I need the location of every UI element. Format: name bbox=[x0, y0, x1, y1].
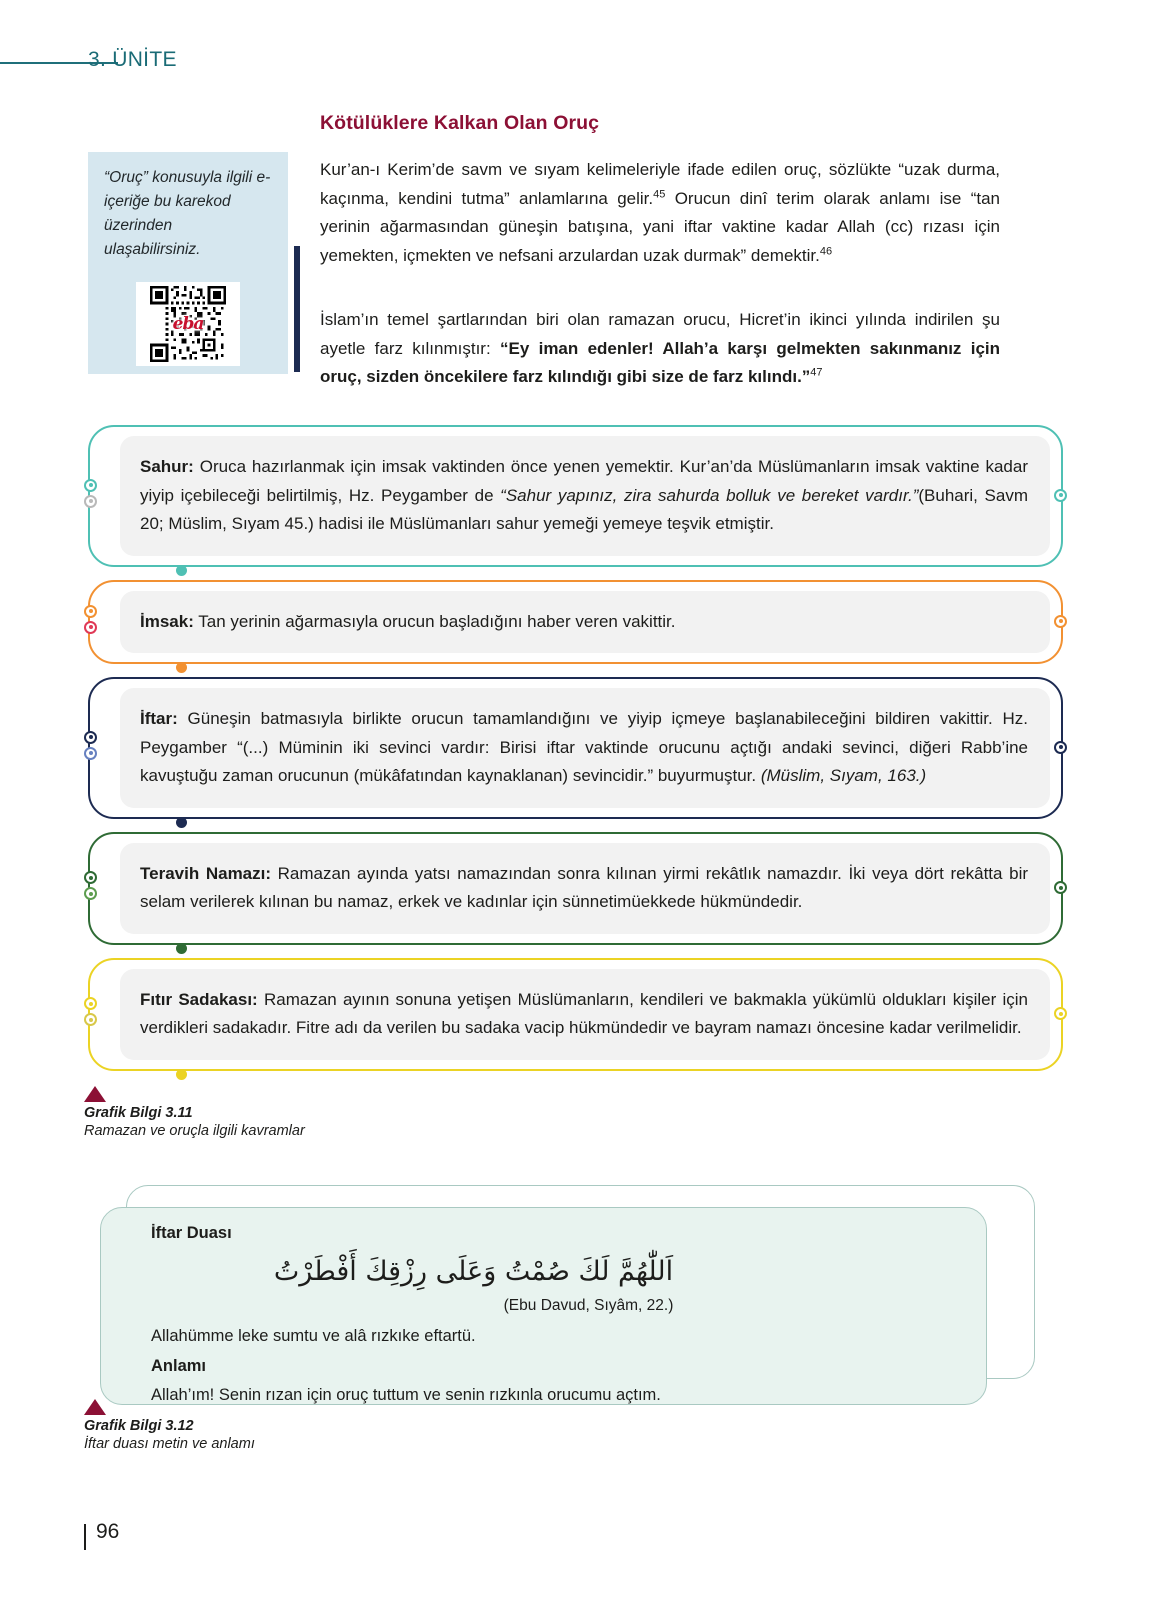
qr-code-icon bbox=[140, 286, 236, 362]
eba-logo: eba bbox=[172, 314, 204, 334]
card-body bbox=[120, 969, 1050, 1060]
connector-tail-dot bbox=[176, 943, 187, 954]
figure-caption-311 bbox=[84, 1086, 504, 1141]
connector-dot-left-secondary bbox=[84, 887, 97, 900]
card-label: Sahur: bbox=[140, 457, 194, 476]
card-frame bbox=[88, 832, 1063, 945]
connector-dot-left-secondary bbox=[84, 495, 97, 508]
card-frame bbox=[88, 677, 1063, 819]
card-text-a: Oruca hazırlanmak için imsak vaktinden önce yenen yemektir. Kur’an’da Müslümanların imsak vaktine kadar yiyip içebileceği belirtilmiş, Hz. Peygamber de bbox=[140, 457, 1028, 505]
card-text-a: Güneşin batmasıyla birlikte orucun tamamlandığını ve yiyip içmeye başlanabileceğini bildiren vakittir. Hz. Peygamber “(...) Müminin iki sevinci vardır: Birisi iftar vaktinde orucunu açtığı andaki sevinci, diğeri Rabb’ine kavuştuğu zaman orucunun (mükâfatından kaynaklanan) sevincidir.” buyurmuştur. bbox=[140, 709, 1028, 785]
card-body bbox=[120, 843, 1050, 934]
page-number-rule bbox=[84, 1524, 86, 1550]
connector-dot-left-primary bbox=[84, 871, 97, 884]
qr-code-container[interactable] bbox=[136, 282, 240, 366]
card-label: İmsak: bbox=[140, 611, 194, 631]
qr-note-text: “Oruç” konusuyla ilgili e-içeriğe bu karekod üzerinden ulaşabilirsiniz. bbox=[104, 169, 271, 258]
page-title: Kötülüklere Kalkan Olan Oruç bbox=[320, 112, 600, 134]
card-text-b: (Buhari, Savm 20; Müslim, Sıyam 45.) hadisi ile Müslümanları sahur yemeği yemeye teşvik etmiştir. bbox=[140, 485, 1029, 533]
connector-dot-left-secondary bbox=[84, 747, 97, 760]
page-number: 96 bbox=[96, 1520, 120, 1543]
dua-transliteration: Allahümme leke sumtu ve alâ rızkıke eftartü. bbox=[151, 1327, 476, 1345]
connector-dot-right bbox=[1054, 615, 1067, 628]
connector-dot-right bbox=[1054, 489, 1067, 502]
concept-card-imsak bbox=[88, 580, 1063, 665]
connector-dot-left-primary bbox=[84, 731, 97, 744]
qr-info-box bbox=[88, 152, 288, 374]
intro-paragraph-1 bbox=[320, 156, 1000, 270]
paragraph-1-part-a: Kur’an-ı Kerim’de savm ve sıyam kelimeleriyle ifade edilen oruç, sözlükte “uzak durma, kaçınma, kendini tutma” anlamlarına gelir. bbox=[320, 160, 1000, 208]
footnote-ref-45: 45 bbox=[653, 187, 666, 200]
card-label: İftar: bbox=[140, 709, 178, 728]
quran-verse-quote: “Ey iman edenler! Allah’a karşı gelmekten sakınmanız için oruç, sizden öncekilere farz kılındığı gibi size de farz kılındı.” bbox=[320, 338, 1001, 386]
connector-dot-left-primary bbox=[84, 997, 97, 1010]
card-frame bbox=[88, 580, 1063, 665]
connector-dot-left-primary bbox=[84, 479, 97, 492]
card-body bbox=[120, 591, 1050, 654]
footnote-ref-46: 46 bbox=[819, 244, 833, 257]
footnote-ref-47: 47 bbox=[810, 366, 823, 379]
paragraph-accent-bar bbox=[294, 246, 300, 372]
card-text-a: Ramazan ayının sonuna yetişen Müslümanların, kendileri ve bakmakla yükümlü oldukları kişiler için verdikleri sadakadır. Fitre adı da verilen bu sadaka vacip hükmündedir ve bayram namazı öncesine kadar verilmelidir. bbox=[140, 989, 1028, 1037]
intro-paragraph-2 bbox=[320, 306, 1000, 392]
triangle-marker-icon bbox=[84, 1086, 106, 1102]
caption-subtitle: İftar duası metin ve anlamı bbox=[84, 1436, 255, 1452]
card-frame bbox=[88, 425, 1063, 567]
card-text-italic: (Müslim, Sıyam, 163.) bbox=[760, 766, 927, 785]
card-text-a: Ramazan ayında yatsı namazından sonra kılınan yirmi rekâtlık namazdır. İki veya dört rekâtta bir selam verilerek kılınan bu namaz, erkek ve kadınlar için sünnetimüekkede hükmündedir. bbox=[140, 863, 1029, 911]
card-body bbox=[120, 436, 1050, 556]
unit-title: 3. ÜNİTE bbox=[88, 48, 177, 71]
triangle-marker-icon bbox=[84, 1399, 106, 1415]
caption-subtitle: Ramazan ve oruçla ilgili kavramlar bbox=[84, 1123, 305, 1139]
dua-arabic-text: اَللّٰهُمَّ لَكَ صُمْتُ وَعَلَى رِزْقِكَ أَفْطَرْتُ bbox=[273, 1256, 674, 1287]
dua-source-reference: (Ebu Davud, Sıyâm, 22.) bbox=[503, 1297, 674, 1314]
dua-card-front-layer bbox=[100, 1207, 987, 1405]
connector-dot-right bbox=[1054, 741, 1067, 754]
iftar-dua-figure bbox=[100, 1185, 1035, 1405]
dua-meaning-text: Allah’ım! Senin rızan için oruç tuttum ve senin rızkınla orucumu açtım. bbox=[151, 1386, 661, 1404]
card-text-a: Tan yerinin ağarmasıyla orucun başladığını haber veren vakittir. bbox=[193, 611, 676, 631]
concept-card-sahur bbox=[88, 425, 1063, 567]
connector-tail-dot bbox=[176, 662, 187, 673]
card-frame bbox=[88, 958, 1063, 1071]
connector-dot-left-primary bbox=[84, 605, 97, 618]
connector-dot-right bbox=[1054, 881, 1067, 894]
dua-meaning-label: Anlamı bbox=[151, 1357, 207, 1375]
connector-tail-dot bbox=[176, 565, 187, 576]
card-body bbox=[120, 688, 1050, 808]
figure-caption-312 bbox=[84, 1399, 504, 1454]
card-text-italic: “Sahur yapınız, zira sahurda bolluk ve bereket vardır.” bbox=[500, 485, 919, 505]
connector-tail-dot bbox=[176, 817, 187, 828]
concept-card-teravih-namazi bbox=[88, 832, 1063, 945]
caption-title: Grafik Bilgi 3.11 bbox=[84, 1105, 193, 1121]
card-label: Teravih Namazı: bbox=[140, 863, 272, 883]
concept-card-iftar bbox=[88, 677, 1063, 819]
connector-dot-right bbox=[1054, 1007, 1067, 1020]
card-label: Fıtır Sadakası: bbox=[140, 989, 258, 1009]
connector-dot-left-secondary bbox=[84, 621, 97, 634]
dua-heading: İftar Duası bbox=[151, 1224, 232, 1242]
paragraph-2-part-a: İslam’ın temel şartlarından biri olan ramazan orucu, Hicret’in ikinci yılında indirilen şu ayetle farz kılınmıştır: bbox=[320, 310, 1000, 358]
concept-card-list bbox=[88, 425, 1063, 1084]
connector-dot-left-secondary bbox=[84, 1013, 97, 1026]
connector-tail-dot bbox=[176, 1069, 187, 1080]
paragraph-1-part-b: Orucun dinî terim olarak anlamı ise “tan yerinin ağarmasından güneşin batışına, yani iftar vaktine kadar Allah (cc) rızası için yemekten, içmekten ve nefsani arzulardan uzak durmak” demektir. bbox=[320, 188, 1000, 265]
caption-title: Grafik Bilgi 3.12 bbox=[84, 1418, 194, 1434]
concept-card-fitir-sadakasi bbox=[88, 958, 1063, 1071]
